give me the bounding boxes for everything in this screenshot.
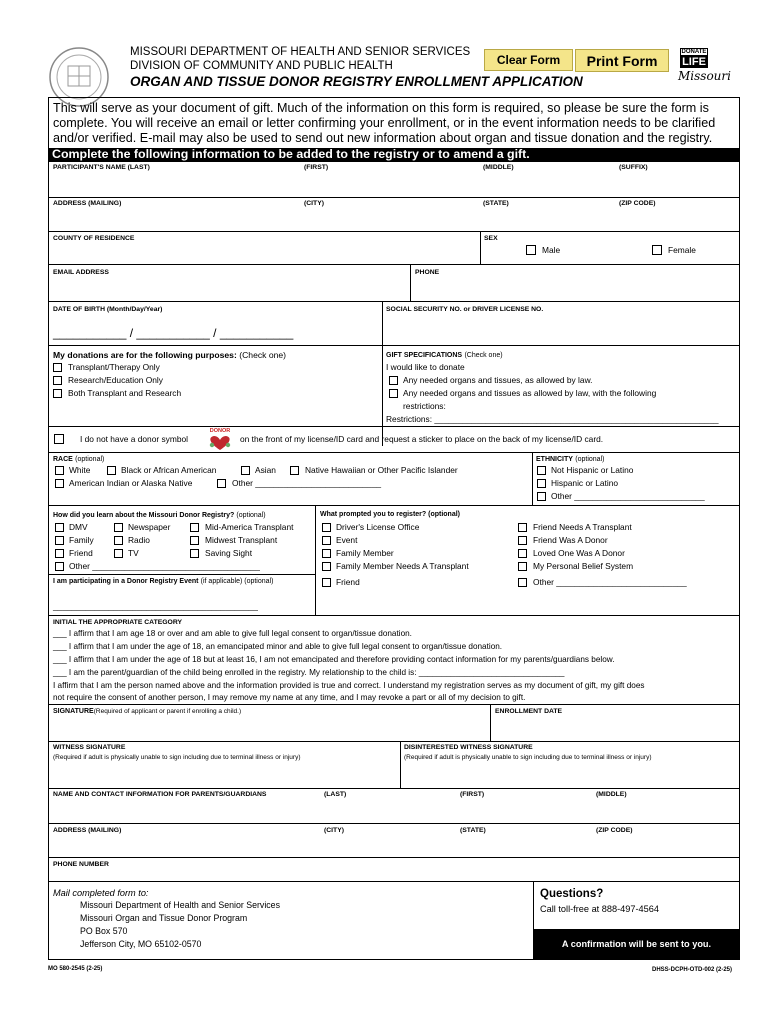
learn-dmv-checkbox[interactable] — [55, 523, 64, 532]
logo-missouri-text: Missouri — [678, 69, 731, 83]
affirm-line-1: I affirm that I am the person named above and the information provided is true and correct. I understand my registration serves as my document of gift, my gift does — [53, 681, 645, 690]
both-purposes-label: Both Transplant and Research — [68, 388, 182, 398]
affirm-line-2: not require the consent of another person, I may remove my name at any time, and I may revoke a part or all of my decision to gift. — [53, 693, 526, 702]
enrollment-date-field[interactable] — [494, 717, 734, 739]
race-hawaiian-checkbox[interactable] — [290, 466, 299, 475]
label-last-name: PARTICIPANT'S NAME (LAST) — [53, 164, 150, 171]
initial-heading: INITIAL THE APPROPRIATE CATEGORY — [53, 619, 183, 626]
witness-note: (Required if adult is physically unable to sign including due to terminal illness or injury) — [53, 754, 301, 761]
parents-zip-label: (ZIP CODE) — [596, 827, 633, 834]
no-donor-symbol-checkbox[interactable] — [54, 434, 64, 444]
intro-line-3: and/or verified. E-mail may also be used to send out new information about organ and tissue donation and the registry. — [53, 131, 713, 145]
prompt-other-label: Other ____________________________ — [533, 577, 687, 587]
parents-name-label: NAME AND CONTACT INFORMATION FOR PARENTS/GUARDIANS — [53, 791, 267, 798]
race-black-label: Black or African American — [121, 465, 217, 475]
ethnicity-heading — [536, 453, 604, 465]
no-donor-symbol-label: I do not have a donor symbol — [80, 434, 189, 444]
race-asian-checkbox[interactable] — [241, 466, 250, 475]
label-county: COUNTY OF RESIDENCE — [53, 235, 135, 242]
prompt-friend-label: Friend — [336, 577, 360, 587]
learn-newspaper-checkbox[interactable] — [114, 523, 123, 532]
last-name-field[interactable] — [52, 175, 297, 195]
male-label: Male — [542, 245, 561, 255]
race-black-checkbox[interactable] — [107, 466, 116, 475]
confirmation-banner — [533, 929, 740, 959]
race-indian-checkbox[interactable] — [55, 479, 64, 488]
parents-phone-label: PHONE NUMBER — [53, 861, 109, 868]
prompt-belief-label: My Personal Belief System — [533, 561, 634, 571]
county-field[interactable] — [52, 245, 476, 263]
race-white-checkbox[interactable] — [55, 466, 64, 475]
ethnicity-other-checkbox[interactable] — [537, 492, 546, 501]
intro-line-1: This will serve as your document of gift. Much of the information on this form is required, so please be sure the form is — [53, 101, 709, 115]
not-hispanic-label: Not Hispanic or Latino — [551, 465, 634, 475]
parents-city-label: (CITY) — [324, 827, 345, 834]
parents-first-label: (FIRST) — [460, 791, 485, 798]
label-address: ADDRESS (MAILING) — [53, 200, 122, 207]
donate-life-logo — [678, 48, 731, 104]
parents-phone-field[interactable] — [52, 870, 734, 880]
clear-form-button[interactable]: Clear Form — [484, 49, 573, 71]
gift-heading-text: GIFT SPECIFICATIONS — [386, 352, 463, 359]
label-phone: PHONE — [415, 269, 440, 276]
event-heading-text: I am participating in a Donor Registry Event — [53, 578, 199, 585]
both-purposes-checkbox[interactable] — [53, 389, 62, 398]
parents-address-label: ADDRESS (MAILING) — [53, 827, 122, 834]
race-other-checkbox[interactable] — [217, 479, 226, 488]
disinterested-witness-label: DISINTERESTED WITNESS SIGNATURE — [404, 744, 533, 751]
instruction-bar: Complete the following information to be added to the registry or to amend a gift. — [48, 148, 740, 162]
email-field[interactable] — [52, 279, 406, 299]
with-restrictions-label: Any needed organs and tissues as allowed by law, with the following — [403, 388, 657, 398]
zip-field[interactable] — [617, 210, 735, 230]
address-field[interactable] — [52, 210, 297, 230]
restrictions-field[interactable]: Restrictions: _____________________________________________________________ — [386, 414, 719, 424]
ethnicity-other-label: Other ____________________________ — [551, 491, 705, 501]
race-other-label: Other ___________________________ — [232, 478, 382, 488]
prompt-license-office-checkbox[interactable] — [322, 523, 331, 532]
mail-line-3: PO Box 570 — [80, 926, 128, 936]
donor-badge-text: DONOR — [209, 428, 231, 434]
research-education-checkbox[interactable] — [53, 376, 62, 385]
learn-friend-checkbox[interactable] — [55, 549, 64, 558]
learn-friend-label: Friend — [69, 548, 93, 558]
prompt-loved-one-label: Loved One Was A Donor — [533, 548, 625, 558]
learn-radio-label: Radio — [128, 535, 150, 545]
division-name: DIVISION OF COMMUNITY AND PUBLIC HEALTH — [130, 60, 393, 72]
learn-other-label: Other ____________________________________ — [69, 561, 260, 571]
initial-line-3[interactable]: ___ I affirm that I am under the age of 18 but at least 16, I am not emancipated and therefore providing contact information for my parents/guardians below. — [53, 655, 615, 664]
confirmation-text: A confirmation will be sent to you. — [561, 939, 712, 949]
label-middle-name: (MIDDLE) — [483, 164, 514, 171]
prompt-event-label: Event — [336, 535, 358, 545]
label-dob: DATE OF BIRTH (Month/Day/Year) — [53, 306, 163, 313]
prompt-family-transplant-label: Family Member Needs A Transplant — [336, 561, 469, 571]
event-heading — [53, 576, 273, 587]
logo-donate-text: DONATE — [681, 49, 707, 55]
state-seal — [48, 46, 110, 108]
donation-heading — [53, 350, 286, 361]
learn-other-checkbox[interactable] — [55, 562, 64, 571]
initial-line-2[interactable]: ___ I affirm that I am under the age of 18, an emancipated minor and able to give full legal consent to organ/tissue donation. — [53, 642, 503, 651]
label-ssn: SOCIAL SECURITY NO. or DRIVER LICENSE NO. — [386, 306, 544, 313]
mail-heading: Mail completed form to: — [53, 888, 149, 898]
gift-heading — [386, 349, 503, 361]
parents-last-label: (LAST) — [324, 791, 347, 798]
male-checkbox[interactable] — [526, 245, 536, 255]
prompt-friend-donor-checkbox[interactable] — [518, 536, 527, 545]
mail-line-1: Missouri Department of Health and Senior Services — [80, 900, 280, 910]
prompt-friend-transplant-checkbox[interactable] — [518, 523, 527, 532]
donor-heart-icon — [205, 428, 235, 452]
with-restrictions-label-2: restrictions: — [403, 401, 446, 411]
donor-symbol-text: on the front of my license/ID card and request a sticker to place on the back of my license/ID card. — [240, 434, 604, 444]
label-state: (STATE) — [483, 200, 509, 207]
transplant-therapy-label: Transplant/Therapy Only — [68, 362, 160, 372]
not-hispanic-checkbox[interactable] — [537, 466, 546, 475]
research-education-label: Research/Education Only — [68, 375, 163, 385]
learn-newspaper-label: Newspaper — [128, 522, 171, 532]
parents-name-field[interactable] — [52, 802, 734, 822]
department-name: MISSOURI DEPARTMENT OF HEALTH AND SENIOR SERVICES — [130, 46, 471, 58]
any-organs-label: Any needed organs and tissues, as allowed by law. — [403, 375, 593, 385]
parents-address-field[interactable] — [52, 837, 734, 855]
questions-phone: Call toll-free at 888-497-4564 — [540, 904, 659, 914]
hispanic-label: Hispanic or Latino — [551, 478, 619, 488]
learn-family-label: Family — [69, 535, 94, 545]
learn-tv-label: TV — [128, 548, 139, 558]
suffix-field[interactable] — [617, 175, 735, 195]
learn-midwest-label: Midwest Transplant — [205, 535, 278, 545]
signature-field[interactable] — [52, 717, 486, 739]
any-organs-checkbox[interactable] — [389, 376, 398, 385]
prompt-family-transplant-checkbox[interactable] — [322, 562, 331, 571]
form-title: ORGAN AND TISSUE DONOR REGISTRY ENROLLMENT APPLICATION — [130, 74, 583, 89]
signature-label-text: SIGNATURE — [53, 708, 94, 715]
donation-heading-note: (Check one) — [239, 350, 287, 360]
signature-label — [53, 706, 241, 717]
prompt-event-checkbox[interactable] — [322, 536, 331, 545]
transplant-therapy-checkbox[interactable] — [53, 363, 62, 372]
prompt-friend-transplant-label: Friend Needs A Transplant — [533, 522, 632, 532]
learn-heading-note: (optional) — [236, 512, 266, 519]
prompt-other-checkbox[interactable] — [518, 578, 527, 587]
logo-life-text: LIFE — [680, 56, 708, 68]
print-form-button[interactable]: Print Form — [575, 49, 669, 72]
middle-name-field[interactable] — [481, 175, 615, 195]
learn-radio-checkbox[interactable] — [114, 536, 123, 545]
learn-midamerica-checkbox[interactable] — [190, 523, 199, 532]
donation-heading-text: My donations are for the following purposes: — [53, 350, 237, 360]
label-zip: (ZIP CODE) — [619, 200, 656, 207]
learn-saving-sight-label: Saving Sight — [205, 548, 253, 558]
phone-field[interactable] — [414, 279, 734, 299]
prompt-family-member-checkbox[interactable] — [322, 549, 331, 558]
initial-line-4[interactable]: ___ I am the parent/guardian of the child being enrolled in the registry. My relationship to the child is: ________________________________ — [53, 668, 565, 677]
race-hawaiian-label: Native Hawaiian or Other Pacific Islander — [305, 465, 458, 475]
mail-line-2: Missouri Organ and Tissue Donor Program — [80, 913, 248, 923]
learn-family-checkbox[interactable] — [55, 536, 64, 545]
learn-saving-sight-checkbox[interactable] — [190, 549, 199, 558]
city-field[interactable] — [302, 210, 478, 230]
event-heading-note: (if applicable) (optional) — [200, 578, 274, 585]
gift-intro: I would like to donate — [386, 362, 465, 372]
gift-heading-note: (Check one) — [464, 352, 503, 359]
learn-midwest-checkbox[interactable] — [190, 536, 199, 545]
prompt-family-member-label: Family Member — [336, 548, 394, 558]
with-restrictions-checkbox[interactable] — [389, 389, 398, 398]
intro-line-2: complete. You will receive an email or letter confirming your enrollment, or in the event information needs to be clarified — [53, 116, 716, 130]
race-heading-text: RACE — [53, 456, 73, 463]
hispanic-checkbox[interactable] — [537, 479, 546, 488]
prompt-belief-checkbox[interactable] — [518, 562, 527, 571]
disinterested-witness-note: (Required if adult is physically unable to sign including due to terminal illness or injury) — [404, 754, 652, 761]
label-suffix: (SUFFIX) — [619, 164, 648, 171]
form-number-right: DHSS-DCPH-OTD-002 (2-25) — [652, 967, 733, 973]
ssn-field[interactable] — [386, 318, 734, 340]
prompt-friend-donor-label: Friend Was A Donor — [533, 535, 608, 545]
prompt-license-office-label: Driver's License Office — [336, 522, 420, 532]
witness-label: WITNESS SIGNATURE — [53, 744, 126, 751]
label-email: EMAIL ADDRESS — [53, 269, 109, 276]
race-asian-label: Asian — [255, 465, 276, 475]
prompt-heading: What prompted you to register? (optional) — [320, 511, 460, 518]
learn-tv-checkbox[interactable] — [114, 549, 123, 558]
learn-dmv-label: DMV — [69, 522, 88, 532]
learn-heading — [53, 510, 266, 521]
state-field[interactable] — [481, 210, 615, 230]
label-sex: SEX — [484, 235, 498, 242]
ethnicity-heading-note: (optional) — [575, 456, 605, 463]
ethnicity-heading-text: ETHNICITY — [536, 456, 573, 463]
learn-heading-text: How did you learn about the Missouri Donor Registry? — [53, 512, 235, 519]
initial-line-1[interactable]: ___ I affirm that I am age 18 or over and am able to give full legal consent to organ/tissue donation. — [53, 629, 412, 638]
form-number-left: MO 580-2545 (2-25) — [48, 966, 103, 972]
female-label: Female — [668, 245, 696, 255]
parents-state-label: (STATE) — [460, 827, 486, 834]
learn-midamerica-label: Mid-America Transplant — [205, 522, 294, 532]
label-city: (CITY) — [304, 200, 325, 207]
race-white-label: White — [69, 465, 91, 475]
questions-heading: Questions? — [540, 888, 604, 900]
disinterested-signature-field[interactable] — [404, 765, 734, 785]
signature-label-note: (Required of applicant or parent if enrolling a child.) — [93, 708, 242, 715]
mail-line-4: Jefferson City, MO 65102-0570 — [80, 939, 202, 949]
witness-signature-field[interactable] — [52, 765, 396, 785]
prompt-loved-one-checkbox[interactable] — [518, 549, 527, 558]
parents-middle-label: (MIDDLE) — [596, 791, 627, 798]
label-first-name: (FIRST) — [304, 164, 329, 171]
female-checkbox[interactable] — [652, 245, 662, 255]
event-name-field[interactable]: ____________________________________________ — [53, 601, 258, 611]
race-indian-label: American Indian or Alaska Native — [69, 478, 193, 488]
prompt-friend-checkbox[interactable] — [322, 578, 331, 587]
enrollment-date-label: ENROLLMENT DATE — [495, 708, 563, 715]
dob-blank-field[interactable]: ___________ / ___________ / ___________ — [53, 326, 294, 340]
first-name-field[interactable] — [302, 175, 478, 195]
race-heading-note: (optional) — [75, 456, 105, 463]
race-heading — [53, 453, 104, 465]
